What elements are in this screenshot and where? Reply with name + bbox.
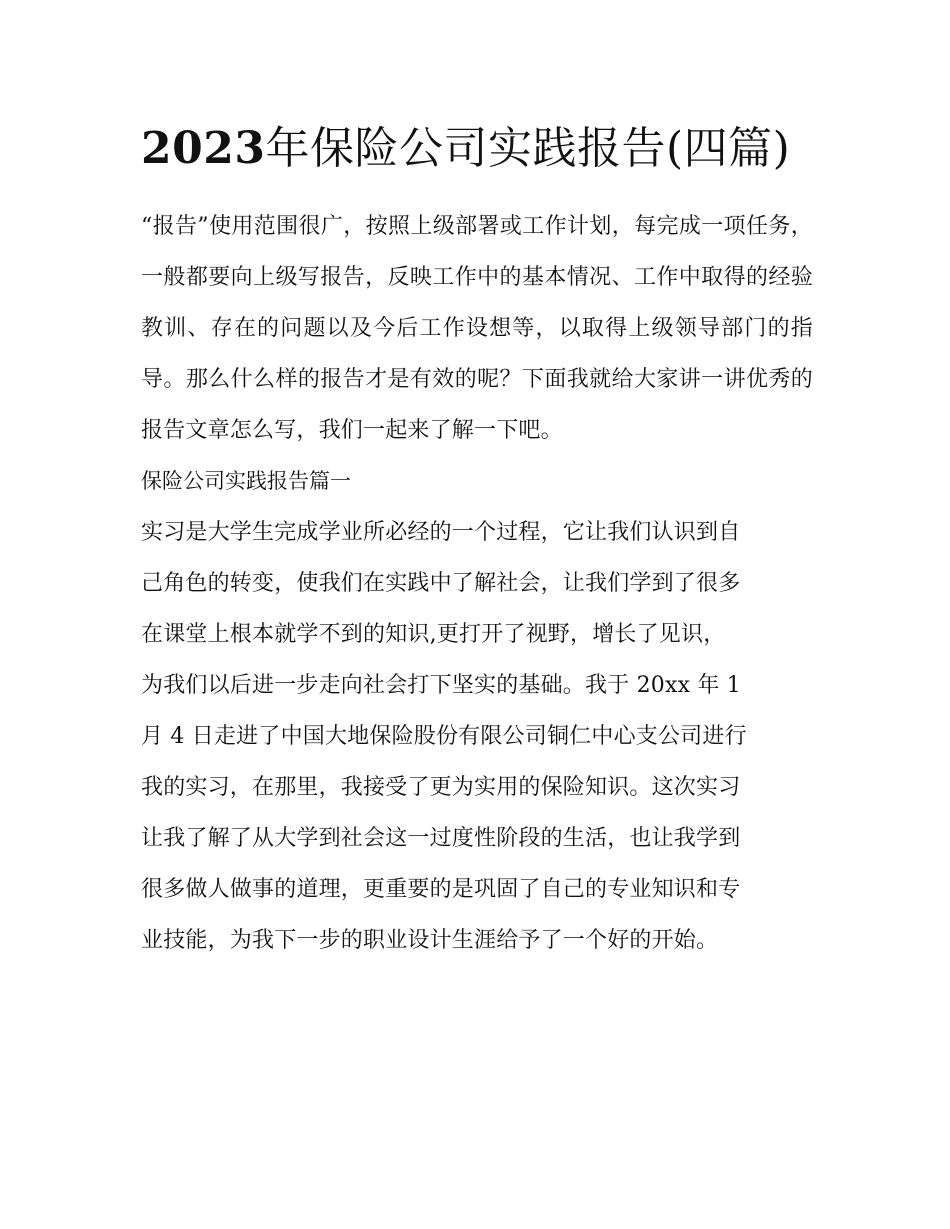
body-line: 己角色的转变，使我们在实践中了解社会，让我们学到了很多 (141, 571, 741, 596)
body-line: 为我们以后进一步走向社会打下坚实的基础。我于 20xx 年 1 (141, 673, 741, 698)
body-line: 在课堂上根本就学不到的知识,更打开了视野，增长了见识， (141, 622, 726, 647)
body-line: 让我了解了从大学到社会这一过度性阶段的生活，也让我学到 (141, 826, 741, 851)
body-line: 我的实习，在那里，我接受了更为实用的保险知识。这次实习 (141, 775, 741, 800)
title-year: 2023 (141, 123, 266, 174)
body-line: 业技能，为我下一步的职业设计生涯给予了一个好的开始。 (141, 928, 719, 953)
body-line: 月 4 日走进了中国大地保险股份有限公司铜仁中心支公司进行 (141, 724, 747, 749)
body-line: 很多做人做事的道理，更重要的是巩固了自己的专业知识和专 (141, 877, 741, 902)
title-text: 年保险公司实践报告(四篇) (265, 123, 791, 174)
document-title (141, 112, 813, 185)
section-heading: 保险公司实践报告篇一 (141, 469, 351, 493)
body-line: 实习是大学生完成学业所必经的一个过程，它让我们认识到自 (141, 520, 741, 545)
document-content (141, 112, 813, 966)
section-body (141, 507, 813, 966)
intro-paragraph: “报告”使用范围很广，按照上级部署或工作计划，每完成一项任务，一般都要向上级写报告，反映工作中的基本情况、工作中取得的经验教训、存在的问题以及今后工作设想等，以取得上级领导部门的指导。那么什么样的报告才是有效的呢？下面我就给大家讲一讲优秀的报告文章怎么写，我们一起来了解一下吧。 (141, 214, 813, 443)
